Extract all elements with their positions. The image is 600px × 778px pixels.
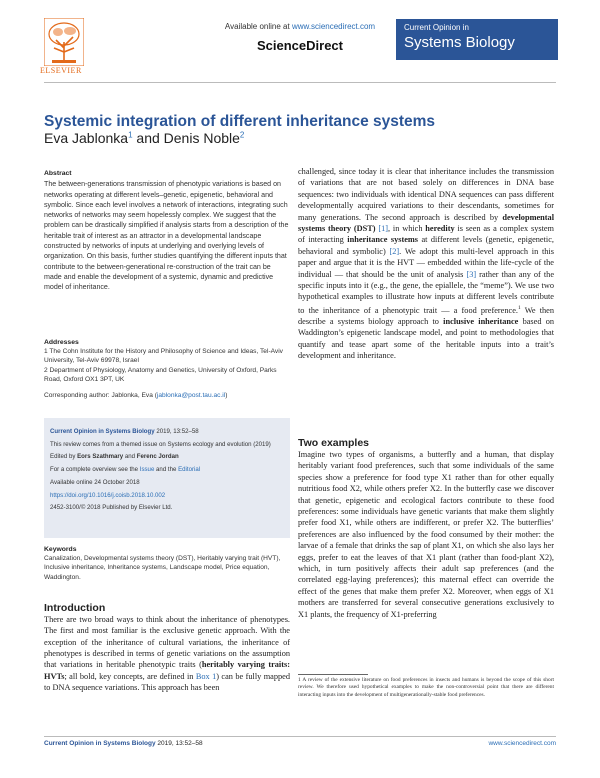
ref-3-link[interactable]: [3] (466, 269, 477, 279)
elsevier-wordmark: ELSEVIER (40, 66, 82, 75)
footnote-1-marker[interactable]: 1 (517, 304, 521, 311)
author-line: Eva Jablonka$^1$ and Denis Noble$^2$ (44, 130, 245, 146)
abstract-text: The between-generations transmission of phenotypic variations is based on networks operating at different levels–genetic, epigenetic, behavioral and symbolic. Since each level involves a network of interactions, integrating such networks of networks may seem hopelessly complex. We suggest that the problem can be drastically simplified if analysis starts from a description of the heritable trait of interest as an attractor in a developmental landscape constructed by networks of inputs at underlying and overlying levels of organization. On this basis, further studies quantifying the different inputs that contribute to the between-generational re-construction of the trait can be made and enable the development of a systemic, dynamic and predictive model of inheritance. (44, 180, 289, 292)
keywords-section (44, 545, 290, 582)
email-link[interactable]: jablonka@post.tau.ac.il (156, 392, 226, 399)
author-2-affil[interactable]: 2 (239, 130, 245, 140)
info-citation: Current Opinion in Systems Biology 2019, 13:52–58 (50, 428, 199, 435)
addresses-heading: Addresses (44, 339, 79, 346)
editorial-link[interactable]: Editorial (178, 466, 201, 474)
footer-citation: Current Opinion in Systems Biology 2019, 13:52–58 (44, 740, 203, 747)
journal-banner-line1: Current Opinion in (404, 23, 469, 32)
info-overview: For a complete overview see the Issue and the Editorial (50, 466, 201, 474)
info-available: Available online 24 October 2018 (50, 478, 140, 486)
info-theme: This review comes from a themed issue on Systems ecology and evolution (2019) (50, 440, 271, 448)
sciencedirect-brand: ScienceDirect (257, 38, 343, 53)
ref-1-link[interactable]: [1] (378, 224, 389, 234)
introduction-heading: Introduction (44, 602, 106, 614)
footnote-divider (298, 674, 368, 675)
article-title: Systemic integration of different inheritance systems (44, 113, 436, 130)
footer-url-link[interactable]: www.sciencedirect.com (488, 740, 556, 747)
issue-link[interactable]: Issue (139, 466, 155, 474)
keywords-heading: Keywords (44, 546, 77, 553)
author-1: Eva Jablonka (44, 130, 129, 146)
corresponding-author: Corresponding author: Jablonka, Eva (jablonka@post.tau.ac.il) (44, 392, 228, 399)
body-paragraph-1: challenged, since today it is clear that inheritance includes the transmission of variations that are not based solely on differences in DNA base sequences: two individuals with identical DNA sequences can pass different developmentally acquired variations to their descendants, sometimes for many generations. The second approach is described by developmental systems theory (DST) [1], in which heredity is seen as a complex system of interacting inheritance systems at different levels (genetic, epigenetic, behavioral and symbolic) [2]. We adopt this multi-level approach in this paper and argue that it is the HVT — embedded within the life-cycle of the individual — that should be the unit of analysis [3] rather than any of the specific inputs into it (e.g., the gene, the epiallele, the “meme”). We use two hypothetical examples to illustrate how inputs at different levels contribute to the inheritance of a phenotypic trait — a food preference.$^1$ We then describe a systems biology approach to inclusive inheritance based on Waddington’s epigenetic landscape model, and point to methodologies that quantify and tease apart some of the heritable inputs into a trait’s development and inheritance. (298, 167, 555, 361)
author-2: Denis Noble (163, 130, 240, 146)
ref-2-link[interactable]: [2] (389, 246, 400, 256)
footnote-1: 1 A review of the extensive literature on food preferences in insects and humans is beyond the scope of this short review. We therefore used hypothetical examples to make the non-controversial point that there are different interacting inputs into the development of multigenerationally-stable food preferences. (298, 677, 554, 698)
abstract-heading: Abstract (44, 170, 72, 177)
journal-banner-line2: Systems Biology (404, 34, 515, 51)
info-editors: Edited by Eors Szathmary and Ferenc Jordan (50, 453, 179, 461)
addresses-section (44, 338, 290, 384)
keywords-text: Canalization, Developmental systems theory (DST), Heritably varying trait (HVT), Inclusive inheritance, Inheritance systems, Landscape model, Price equation, Waddington. (44, 555, 281, 581)
footer-divider (44, 736, 556, 737)
header-divider (44, 82, 556, 83)
availability-line: Available online at www.sciencedirect.com (224, 22, 376, 31)
doi-link[interactable]: https://doi.org/10.1016/j.coisb.2018.10.002 (50, 491, 166, 499)
author-1-affil[interactable]: 1 (128, 130, 133, 140)
article-info-box (44, 418, 290, 538)
two-examples-heading: Two examples (298, 437, 369, 449)
abstract-section (44, 169, 290, 293)
two-examples-text: Imagine two types of organisms, a butterfly and a human, that display heritably variant food preferences, such that some individuals of the same species show a preference for food type X1 rather than for other equally nutritious food X2, while others prefer X2. In the butterfly case we discover that genetic, epigenetic and ecological factors contribute to these food preferences: some individuals have genetic variants that make them slightly prefer food X1, while others are indifferent, or prefer X2. The butterflies’ preferences are also influenced by the food consumed by their mother: the larvae of a female that drinks the sap of plant X1, on which she also lays her eggs, prefer to eat the leaves of that X1 plant (rather than food-plant X2), which, in turn positively affects their adult sap preferences (and the correlated egg-laying preferences); this maternal effect can override the effect of the genes that make them prefer X2. Moreover, when eggs of X1 mothers are transferred for several consecutive generations exclusively to X1 plants, the frequency of X1-preferring (298, 450, 554, 619)
sciencedirect-link[interactable]: www.sciencedirect.com (291, 22, 376, 31)
info-copyright: 2452-3100/© 2018 Published by Elsevier Ltd. (50, 504, 173, 512)
journal-banner (396, 19, 558, 60)
address-2: 2 Department of Physiology, Anatomy and Genetics, University of Oxford, Parks Road, Oxford OX1 3PT, UK (44, 366, 277, 383)
box1-link[interactable]: Box 1 (195, 671, 217, 681)
introduction-text: There are two broad ways to think about the inheritance of phenotypes. The first and most familiar is the exclusive genetic approach. With the exception of the inheritance of cultural variations, the inheritance of phenotypes is described in terms of genetic variations on the assumption that variations in heritable phenotypic traits (heritably varying traits: HVTs; all bold, key concepts, are defined in Box 1) can be fully mapped to DNA sequence variations. This approach has been (44, 615, 290, 693)
address-1: 1 The Cohn Institute for the History and Philosophy of Science and Ideas, Tel-Aviv University, Tel-Aviv 69978, Israel (44, 348, 283, 365)
